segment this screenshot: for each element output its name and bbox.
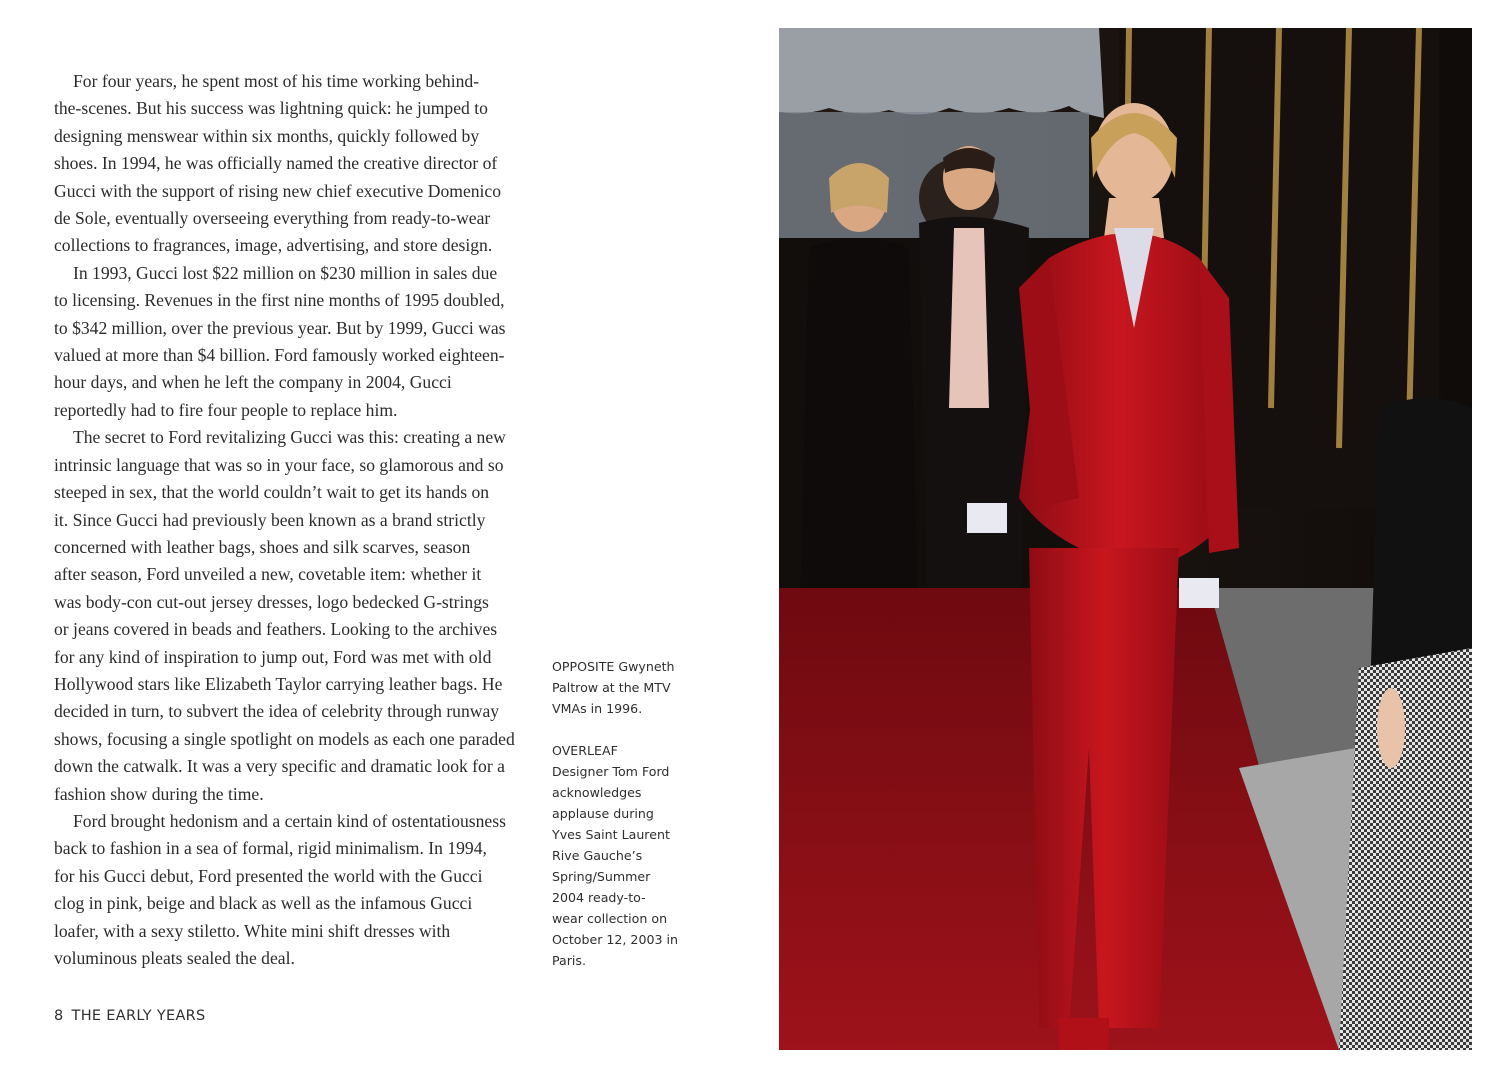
paragraph-2 [54, 260, 534, 424]
text-line: was body-con cut-out jersey dresses, logo bedecked G-strings [54, 591, 489, 612]
caption-line: OVERLEAF [552, 743, 618, 758]
text-line: For four years, he spent most of his time working behind- [73, 71, 480, 91]
photo-red-carpet [779, 28, 1472, 1050]
caption-line: OPPOSITE Gwyneth [552, 659, 675, 674]
text-line: In 1993, Gucci lost $22 million on $230 million in sales due [73, 262, 498, 283]
caption-line: Spring/Summer [552, 869, 651, 884]
caption-line: Paris. [552, 953, 586, 968]
caption-line: wear collection on [552, 911, 668, 926]
caption-line: Designer Tom Ford [552, 764, 670, 779]
text-line: reportedly had to fire four people to replace him. [54, 399, 398, 420]
text-line: voluminous pleats sealed the deal. [54, 948, 295, 968]
text-line: concerned with leather bags, shoes and silk scarves, season [54, 536, 471, 557]
text-line: Gucci with the support of rising new chief executive Domenico [54, 180, 502, 201]
caption-line: acknowledges [552, 785, 642, 800]
text-line: de Sole, eventually overseeing everything from ready-to-wear [54, 208, 491, 229]
text-line: valued at more than $4 billion. Ford famously worked eighteen- [54, 345, 505, 366]
text-line: down the catwalk. It was a very specific and dramatic look for a [54, 756, 505, 777]
caption-line: October 12, 2003 in [552, 932, 678, 947]
caption-line: Paltrow at the MTV [552, 680, 671, 695]
paragraph-1 [54, 68, 534, 260]
text-line: after season, Ford unveiled a new, covetable item: whether it [54, 564, 482, 585]
caption-line: 2004 ready-to- [552, 890, 646, 905]
paragraph-4 [54, 808, 534, 972]
text-line: designing menswear within six months, quickly followed by [54, 125, 480, 146]
text-line: collections to fragrances, image, advertising, and store design. [54, 235, 493, 256]
text-line: for any kind of inspiration to jump out, Ford was met with old [54, 646, 492, 667]
photo-illustration [779, 28, 1472, 1050]
caption-line: applause during [552, 806, 654, 821]
text-line: to licensing. Revenues in the first nine months of 1995 doubled, [54, 290, 505, 311]
page-footer [54, 1008, 206, 1024]
photo-caption [552, 656, 702, 971]
text-line: steeped in sex, that the world couldn’t wait to get its hands on [54, 482, 490, 503]
text-line: the-scenes. But his success was lightning quick: he jumped to [54, 98, 488, 119]
text-line: hour days, and when he left the company in 2004, Gucci [54, 372, 452, 393]
text-line: shows, focusing a single spotlight on models as each one paraded [54, 728, 515, 749]
text-line: The secret to Ford revitalizing Gucci was this: creating a new [73, 427, 506, 448]
text-line: fashion show during the time. [54, 783, 264, 804]
body-text [54, 68, 534, 972]
text-line: back to fashion in a sea of formal, rigid minimalism. In 1994, [54, 838, 487, 859]
text-line: for his Gucci debut, Ford presented the world with the Gucci [54, 865, 483, 886]
text-line: it. Since Gucci had previously been known as a brand strictly [54, 509, 486, 530]
caption-spacer [552, 719, 702, 740]
text-line: loafer, with a sexy stiletto. White mini shift dresses with [54, 920, 451, 941]
text-line: clog in pink, beige and black as well as the infamous Gucci [54, 893, 473, 914]
caption-line: Rive Gauche’s [552, 848, 643, 863]
text-line: or jeans covered in beads and feathers. Looking to the archives [54, 619, 498, 640]
caption-line: VMAs in 1996. [552, 701, 643, 716]
page-number: 8 [54, 1008, 64, 1024]
text-line: Ford brought hedonism and a certain kind of ostentatiousness [73, 810, 506, 831]
text-line: shoes. In 1994, he was officially named the creative director of [54, 153, 498, 174]
running-head: THE EARLY YEARS [71, 1008, 206, 1024]
text-line: decided in turn, to subvert the idea of celebrity through runway [54, 701, 500, 722]
caption-line: Yves Saint Laurent [552, 827, 670, 842]
text-line: Hollywood stars like Elizabeth Taylor carrying leather bags. He [54, 673, 503, 694]
paragraph-3 [54, 424, 534, 808]
text-line: intrinsic language that was so in your face, so glamorous and so [54, 454, 504, 475]
text-line: to $342 million, over the previous year. But by 1999, Gucci was [54, 317, 506, 338]
